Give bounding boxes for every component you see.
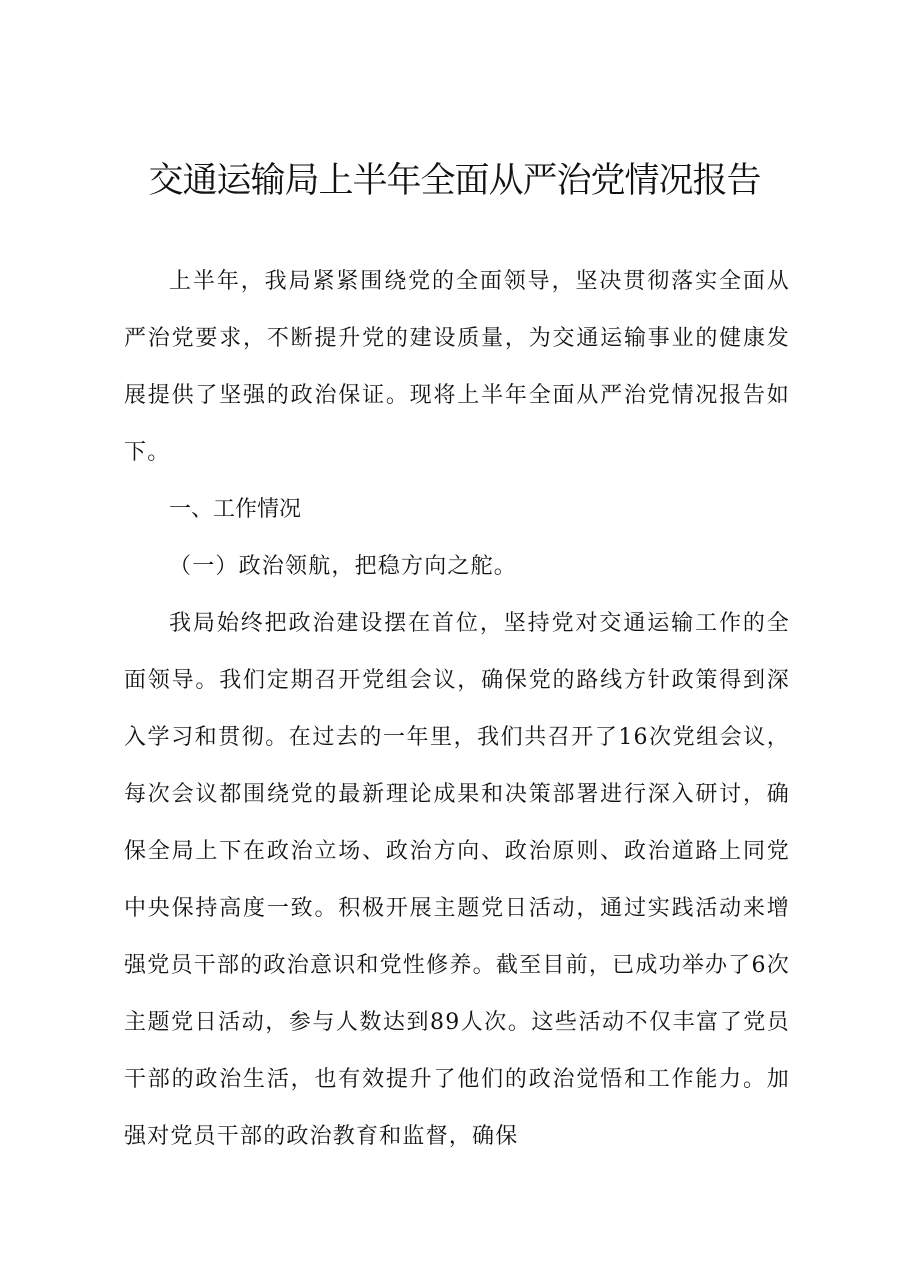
document-body <box>124 253 790 1165</box>
intro-paragraph: 上半年，我局紧紧围绕党的全面领导，坚决贯彻落实全面从严治党要求，不断提升党的建设质量，为交通运输事业的健康发展提供了坚强的政治保证。现将上半年全面从严治党情况报告如下。 <box>124 269 790 465</box>
subsection-heading-political-leadership: （一）政治领航，把稳方向之舵。 <box>169 554 518 579</box>
subsection-body-paragraph: 我局始终把政治建设摆在首位，坚持党对交通运输工作的全面领导。我们定期召开党组会议，确保党的路线方针政策得到深入学习和贯彻。在过去的一年里，我们共召开了16次党组会议，每次会议都围绕党的最新理论成果和决策部署进行深入研讨，确保全局上下在政治立场、政治方向、政治原则、政治道路上同党中央保持高度一致。积极开展主题党日活动，通过实践活动来增强党员干部的政治意识和党性修养。截至目前，已成功举办了6次主题党日活动，参与人数达到89人次。这些活动不仅丰富了党员干部的政治生活，也有效提升了他们的政治觉悟和工作能力。加强对党员干部的政治教育和监督，确保 <box>124 611 790 1149</box>
section-heading-work-status: 一、工作情况 <box>169 497 302 522</box>
document-title: 交通运输局上半年全面从严治党情况报告 <box>148 161 761 201</box>
